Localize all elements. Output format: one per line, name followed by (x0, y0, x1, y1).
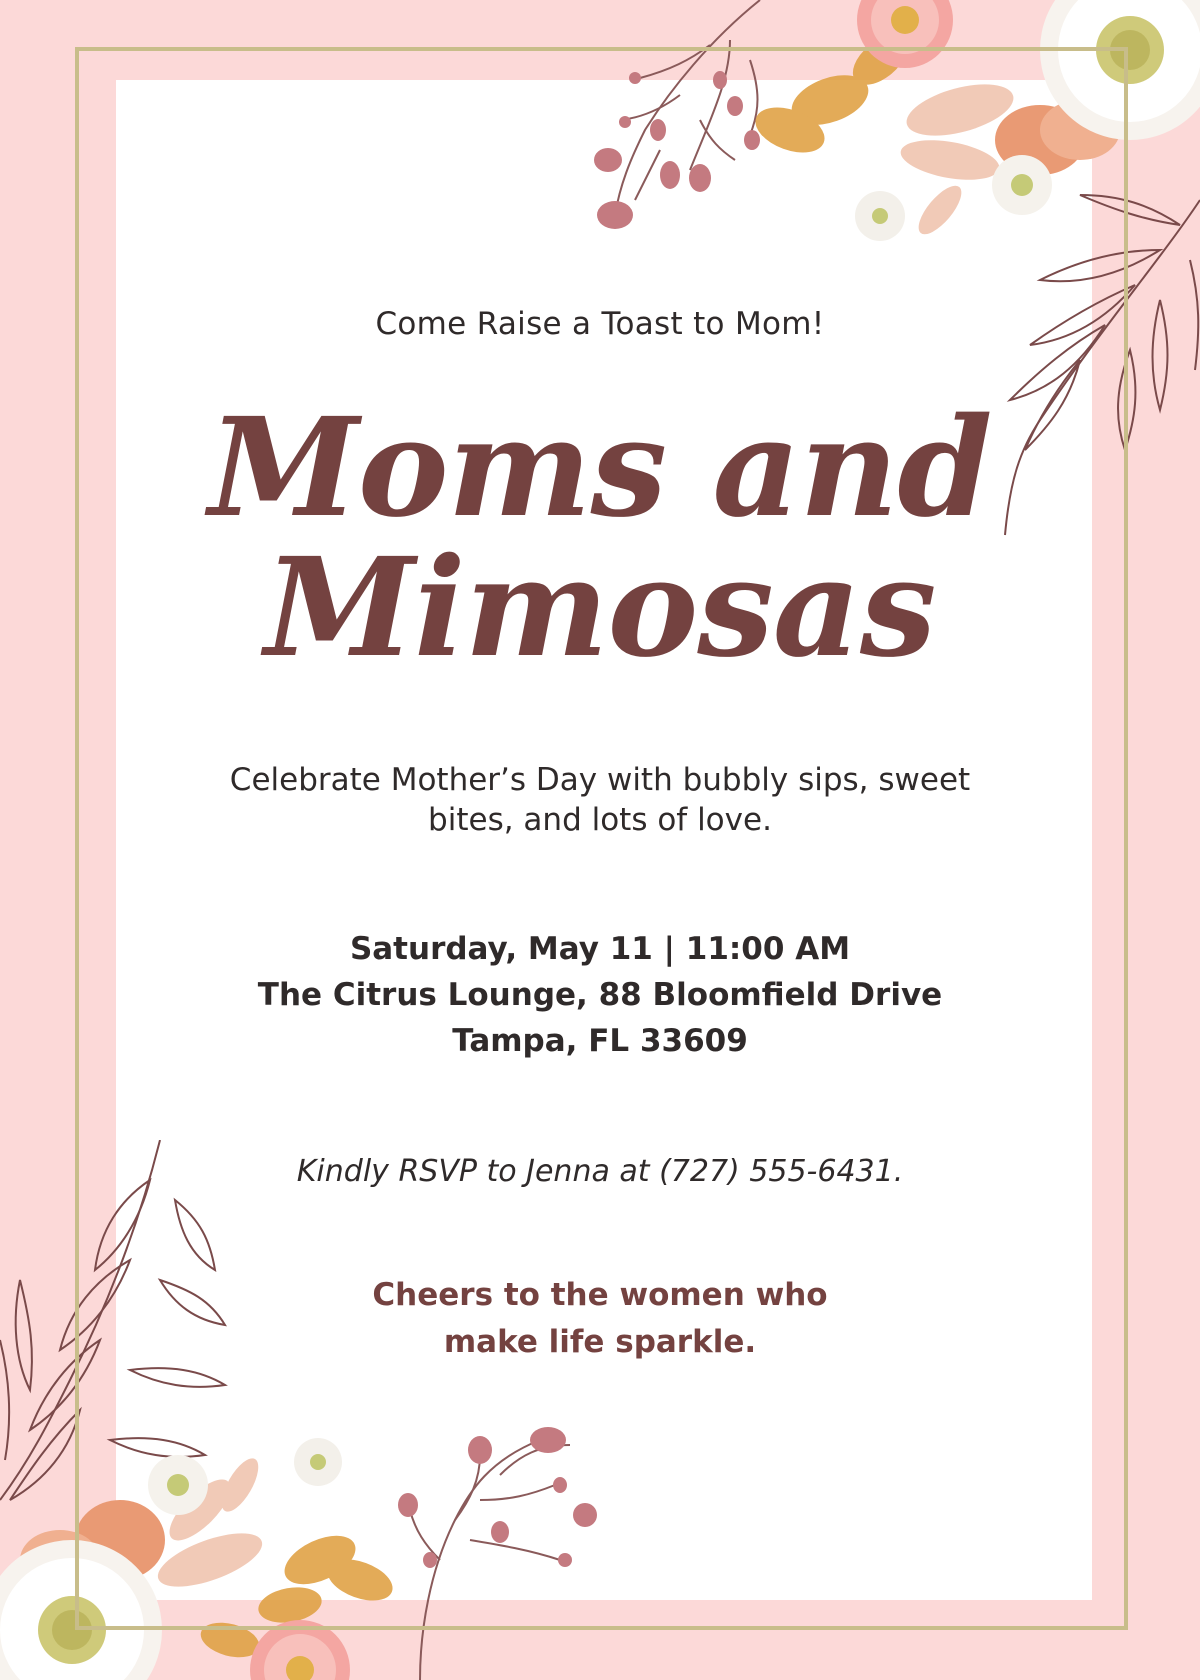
closing-message-line-1: Cheers to the women who (372, 1277, 828, 1313)
event-details (0, 926, 1200, 1064)
tagline: Come Raise a Toast to Mom! (375, 306, 825, 342)
event-venue: The Citrus Lounge, 88 Bloomfield Drive (257, 977, 943, 1013)
flower-icon (250, 1620, 350, 1680)
flower-icon (857, 0, 953, 68)
event-description-line-2: bites, and lots of love. (428, 802, 772, 838)
closing-message-line-2: make life sparkle. (443, 1324, 757, 1360)
event-title-line-1: Moms and (208, 388, 992, 548)
event-city: Tampa, FL 33609 (452, 1023, 748, 1059)
event-date-time: Saturday, May 11 | 11:00 AM (349, 931, 851, 967)
event-description-line-1: Celebrate Mother’s Day with bubbly sips, sweet (229, 762, 971, 798)
event-title-line-2: Mimosas (264, 528, 936, 688)
rsvp-note: Kindly RSVP to Jenna at (727) 555-6431. (296, 1154, 904, 1189)
event-title (0, 388, 1200, 688)
event-description (0, 760, 1200, 840)
closing-message (0, 1272, 1200, 1366)
